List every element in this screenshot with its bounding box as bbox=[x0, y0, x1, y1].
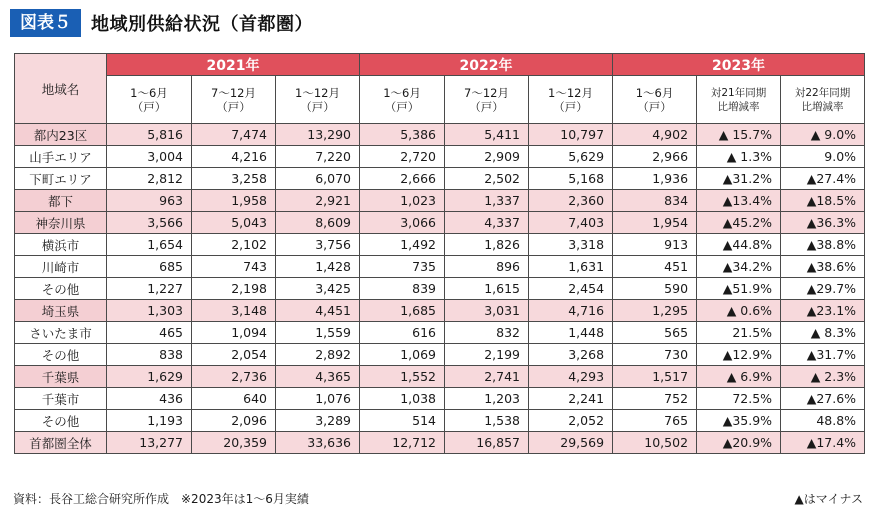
table-row bbox=[15, 278, 865, 300]
table-row bbox=[15, 212, 865, 234]
value-cell: 2,052 bbox=[529, 410, 613, 432]
value-cell: ▲35.9% bbox=[697, 410, 781, 432]
value-cell: 3,031 bbox=[445, 300, 529, 322]
value-cell: 3,566 bbox=[107, 212, 192, 234]
value-cell: 2,812 bbox=[107, 168, 192, 190]
value-cell: 29,569 bbox=[529, 432, 613, 454]
value-cell: ▲38.8% bbox=[781, 234, 865, 256]
value-cell: 2,909 bbox=[445, 146, 529, 168]
value-cell: 2,736 bbox=[192, 366, 276, 388]
value-cell: 5,043 bbox=[192, 212, 276, 234]
table-row bbox=[15, 432, 865, 454]
value-cell: 10,502 bbox=[613, 432, 697, 454]
value-cell: 16,857 bbox=[445, 432, 529, 454]
value-cell: 1,023 bbox=[360, 190, 445, 212]
value-cell: ▲ 9.0% bbox=[781, 124, 865, 146]
value-cell: ▲38.6% bbox=[781, 256, 865, 278]
value-cell: 834 bbox=[613, 190, 697, 212]
value-cell: ▲13.4% bbox=[697, 190, 781, 212]
value-cell: 7,474 bbox=[192, 124, 276, 146]
region-name-cell: 首都圏全体 bbox=[15, 432, 107, 454]
supply-table bbox=[14, 53, 865, 454]
value-cell: 4,216 bbox=[192, 146, 276, 168]
value-cell: ▲27.6% bbox=[781, 388, 865, 410]
value-cell: 436 bbox=[107, 388, 192, 410]
value-cell: 72.5% bbox=[697, 388, 781, 410]
value-cell: 451 bbox=[613, 256, 697, 278]
value-cell: 2,199 bbox=[445, 344, 529, 366]
value-cell: 590 bbox=[613, 278, 697, 300]
value-cell: ▲17.4% bbox=[781, 432, 865, 454]
value-cell: ▲ 15.7% bbox=[697, 124, 781, 146]
value-cell: 2,054 bbox=[192, 344, 276, 366]
value-cell: 3,258 bbox=[192, 168, 276, 190]
value-cell: 2,921 bbox=[276, 190, 360, 212]
table-row bbox=[15, 388, 865, 410]
region-name-cell: 千葉市 bbox=[15, 388, 107, 410]
value-cell: 1,552 bbox=[360, 366, 445, 388]
value-cell: 10,797 bbox=[529, 124, 613, 146]
value-cell: 7,403 bbox=[529, 212, 613, 234]
value-cell: 2,454 bbox=[529, 278, 613, 300]
value-cell: 2,966 bbox=[613, 146, 697, 168]
region-name-cell: その他 bbox=[15, 278, 107, 300]
value-cell: 3,268 bbox=[529, 344, 613, 366]
value-cell: 640 bbox=[192, 388, 276, 410]
value-cell: ▲31.7% bbox=[781, 344, 865, 366]
value-cell: 4,902 bbox=[613, 124, 697, 146]
table-body bbox=[15, 124, 865, 454]
value-cell: ▲12.9% bbox=[697, 344, 781, 366]
value-cell: 5,629 bbox=[529, 146, 613, 168]
value-cell: 832 bbox=[445, 322, 529, 344]
value-cell: 4,716 bbox=[529, 300, 613, 322]
value-cell: 1,227 bbox=[107, 278, 192, 300]
region-name-cell: その他 bbox=[15, 344, 107, 366]
table-row bbox=[15, 256, 865, 278]
value-cell: 13,290 bbox=[276, 124, 360, 146]
value-cell: 514 bbox=[360, 410, 445, 432]
value-cell: 4,451 bbox=[276, 300, 360, 322]
value-cell: ▲27.4% bbox=[781, 168, 865, 190]
value-cell: 1,631 bbox=[529, 256, 613, 278]
region-name-cell: 神奈川県 bbox=[15, 212, 107, 234]
region-header: 地域名 bbox=[15, 54, 107, 124]
table-row bbox=[15, 124, 865, 146]
region-name-cell: 千葉県 bbox=[15, 366, 107, 388]
value-cell: ▲44.8% bbox=[697, 234, 781, 256]
value-cell: 1,069 bbox=[360, 344, 445, 366]
value-cell: 4,337 bbox=[445, 212, 529, 234]
value-cell: 9.0% bbox=[781, 146, 865, 168]
region-name-cell: 都下 bbox=[15, 190, 107, 212]
value-cell: 2,720 bbox=[360, 146, 445, 168]
value-cell: ▲23.1% bbox=[781, 300, 865, 322]
value-cell: 8,609 bbox=[276, 212, 360, 234]
value-cell: 4,365 bbox=[276, 366, 360, 388]
value-cell: 1,094 bbox=[192, 322, 276, 344]
value-cell: 1,629 bbox=[107, 366, 192, 388]
value-cell: 2,741 bbox=[445, 366, 529, 388]
value-cell: ▲34.2% bbox=[697, 256, 781, 278]
value-cell: 21.5% bbox=[697, 322, 781, 344]
value-cell: 743 bbox=[192, 256, 276, 278]
value-cell: 5,411 bbox=[445, 124, 529, 146]
region-name-cell: その他 bbox=[15, 410, 107, 432]
value-cell: 1,538 bbox=[445, 410, 529, 432]
subheader-jan-dec: 1～12月 （戸） bbox=[529, 76, 613, 124]
value-cell: 13,277 bbox=[107, 432, 192, 454]
value-cell: 3,318 bbox=[529, 234, 613, 256]
year-header-2022: 2022年 bbox=[360, 54, 613, 76]
value-cell: 3,425 bbox=[276, 278, 360, 300]
value-cell: 1,936 bbox=[613, 168, 697, 190]
value-cell: 963 bbox=[107, 190, 192, 212]
value-cell: 48.8% bbox=[781, 410, 865, 432]
value-cell: ▲ 6.9% bbox=[697, 366, 781, 388]
value-cell: 1,428 bbox=[276, 256, 360, 278]
year-header-2021: 2021年 bbox=[107, 54, 360, 76]
value-cell: ▲51.9% bbox=[697, 278, 781, 300]
value-cell: 20,359 bbox=[192, 432, 276, 454]
region-name-cell: 埼玉県 bbox=[15, 300, 107, 322]
value-cell: 2,892 bbox=[276, 344, 360, 366]
value-cell: 1,958 bbox=[192, 190, 276, 212]
table-row bbox=[15, 322, 865, 344]
value-cell: 616 bbox=[360, 322, 445, 344]
value-cell: 896 bbox=[445, 256, 529, 278]
table-row bbox=[15, 234, 865, 256]
value-cell: 3,148 bbox=[192, 300, 276, 322]
value-cell: 1,076 bbox=[276, 388, 360, 410]
value-cell: 765 bbox=[613, 410, 697, 432]
region-name-cell: さいたま市 bbox=[15, 322, 107, 344]
value-cell: ▲45.2% bbox=[697, 212, 781, 234]
value-cell: 2,502 bbox=[445, 168, 529, 190]
subheader-jul-dec: 7～12月 （戸） bbox=[445, 76, 529, 124]
value-cell: 1,654 bbox=[107, 234, 192, 256]
subheader-jan-jun: 1～6月 （戸） bbox=[360, 76, 445, 124]
value-cell: 1,954 bbox=[613, 212, 697, 234]
value-cell: 1,826 bbox=[445, 234, 529, 256]
value-cell: 2,360 bbox=[529, 190, 613, 212]
value-cell: 685 bbox=[107, 256, 192, 278]
value-cell: 3,756 bbox=[276, 234, 360, 256]
value-cell: 2,198 bbox=[192, 278, 276, 300]
value-cell: 1,203 bbox=[445, 388, 529, 410]
value-cell: 1,448 bbox=[529, 322, 613, 344]
subheader-jan-jun: 1～6月 （戸） bbox=[613, 76, 697, 124]
table-row bbox=[15, 300, 865, 322]
minus-note: ▲はマイナス bbox=[794, 492, 863, 506]
value-cell: 2,096 bbox=[192, 410, 276, 432]
source-note: 資料：長谷工総合研究所作成 ※2023年は1～6月実績 bbox=[13, 492, 309, 506]
value-cell: ▲ 1.3% bbox=[697, 146, 781, 168]
value-cell: 7,220 bbox=[276, 146, 360, 168]
table-row bbox=[15, 168, 865, 190]
subheader-yoy-22: 対22年同期 比増減率 bbox=[781, 76, 865, 124]
value-cell: 752 bbox=[613, 388, 697, 410]
value-cell: 12,712 bbox=[360, 432, 445, 454]
region-name-cell: 都内23区 bbox=[15, 124, 107, 146]
value-cell: 839 bbox=[360, 278, 445, 300]
value-cell: 1,492 bbox=[360, 234, 445, 256]
region-name-cell: 下町エリア bbox=[15, 168, 107, 190]
value-cell: ▲ 2.3% bbox=[781, 366, 865, 388]
table-row bbox=[15, 190, 865, 212]
value-cell: ▲31.2% bbox=[697, 168, 781, 190]
region-name-cell: 山手エリア bbox=[15, 146, 107, 168]
value-cell: 730 bbox=[613, 344, 697, 366]
value-cell: 1,615 bbox=[445, 278, 529, 300]
subheader-jan-jun: 1～6月 （戸） bbox=[107, 76, 192, 124]
value-cell: 1,337 bbox=[445, 190, 529, 212]
value-cell: 1,193 bbox=[107, 410, 192, 432]
value-cell: ▲ 8.3% bbox=[781, 322, 865, 344]
value-cell: 1,295 bbox=[613, 300, 697, 322]
value-cell: ▲ 0.6% bbox=[697, 300, 781, 322]
value-cell: 1,303 bbox=[107, 300, 192, 322]
table-row bbox=[15, 410, 865, 432]
value-cell: 3,289 bbox=[276, 410, 360, 432]
value-cell: 838 bbox=[107, 344, 192, 366]
value-cell: 6,070 bbox=[276, 168, 360, 190]
figure-title: 地域別供給状況（首都圏） bbox=[91, 14, 313, 35]
value-cell: 565 bbox=[613, 322, 697, 344]
value-cell: 3,066 bbox=[360, 212, 445, 234]
value-cell: 33,636 bbox=[276, 432, 360, 454]
value-cell: 5,816 bbox=[107, 124, 192, 146]
value-cell: 3,004 bbox=[107, 146, 192, 168]
value-cell: 465 bbox=[107, 322, 192, 344]
subheader-jul-dec: 7～12月 （戸） bbox=[192, 76, 276, 124]
subheader-jan-dec: 1～12月 （戸） bbox=[276, 76, 360, 124]
figure-label: 図表５ bbox=[10, 9, 81, 37]
value-cell: 1,559 bbox=[276, 322, 360, 344]
value-cell: 5,168 bbox=[529, 168, 613, 190]
value-cell: 2,666 bbox=[360, 168, 445, 190]
value-cell: 1,038 bbox=[360, 388, 445, 410]
value-cell: 735 bbox=[360, 256, 445, 278]
value-cell: ▲29.7% bbox=[781, 278, 865, 300]
table-row bbox=[15, 344, 865, 366]
value-cell: 913 bbox=[613, 234, 697, 256]
value-cell: ▲18.5% bbox=[781, 190, 865, 212]
region-name-cell: 横浜市 bbox=[15, 234, 107, 256]
value-cell: 2,241 bbox=[529, 388, 613, 410]
value-cell: 1,685 bbox=[360, 300, 445, 322]
value-cell: ▲36.3% bbox=[781, 212, 865, 234]
year-header-2023: 2023年 bbox=[613, 54, 865, 76]
value-cell: 5,386 bbox=[360, 124, 445, 146]
figure-header bbox=[10, 8, 313, 38]
value-cell: 1,517 bbox=[613, 366, 697, 388]
table-row bbox=[15, 146, 865, 168]
value-cell: ▲20.9% bbox=[697, 432, 781, 454]
value-cell: 2,102 bbox=[192, 234, 276, 256]
table-row bbox=[15, 366, 865, 388]
subheader-yoy-21: 対21年同期 比増減率 bbox=[697, 76, 781, 124]
value-cell: 4,293 bbox=[529, 366, 613, 388]
region-name-cell: 川崎市 bbox=[15, 256, 107, 278]
